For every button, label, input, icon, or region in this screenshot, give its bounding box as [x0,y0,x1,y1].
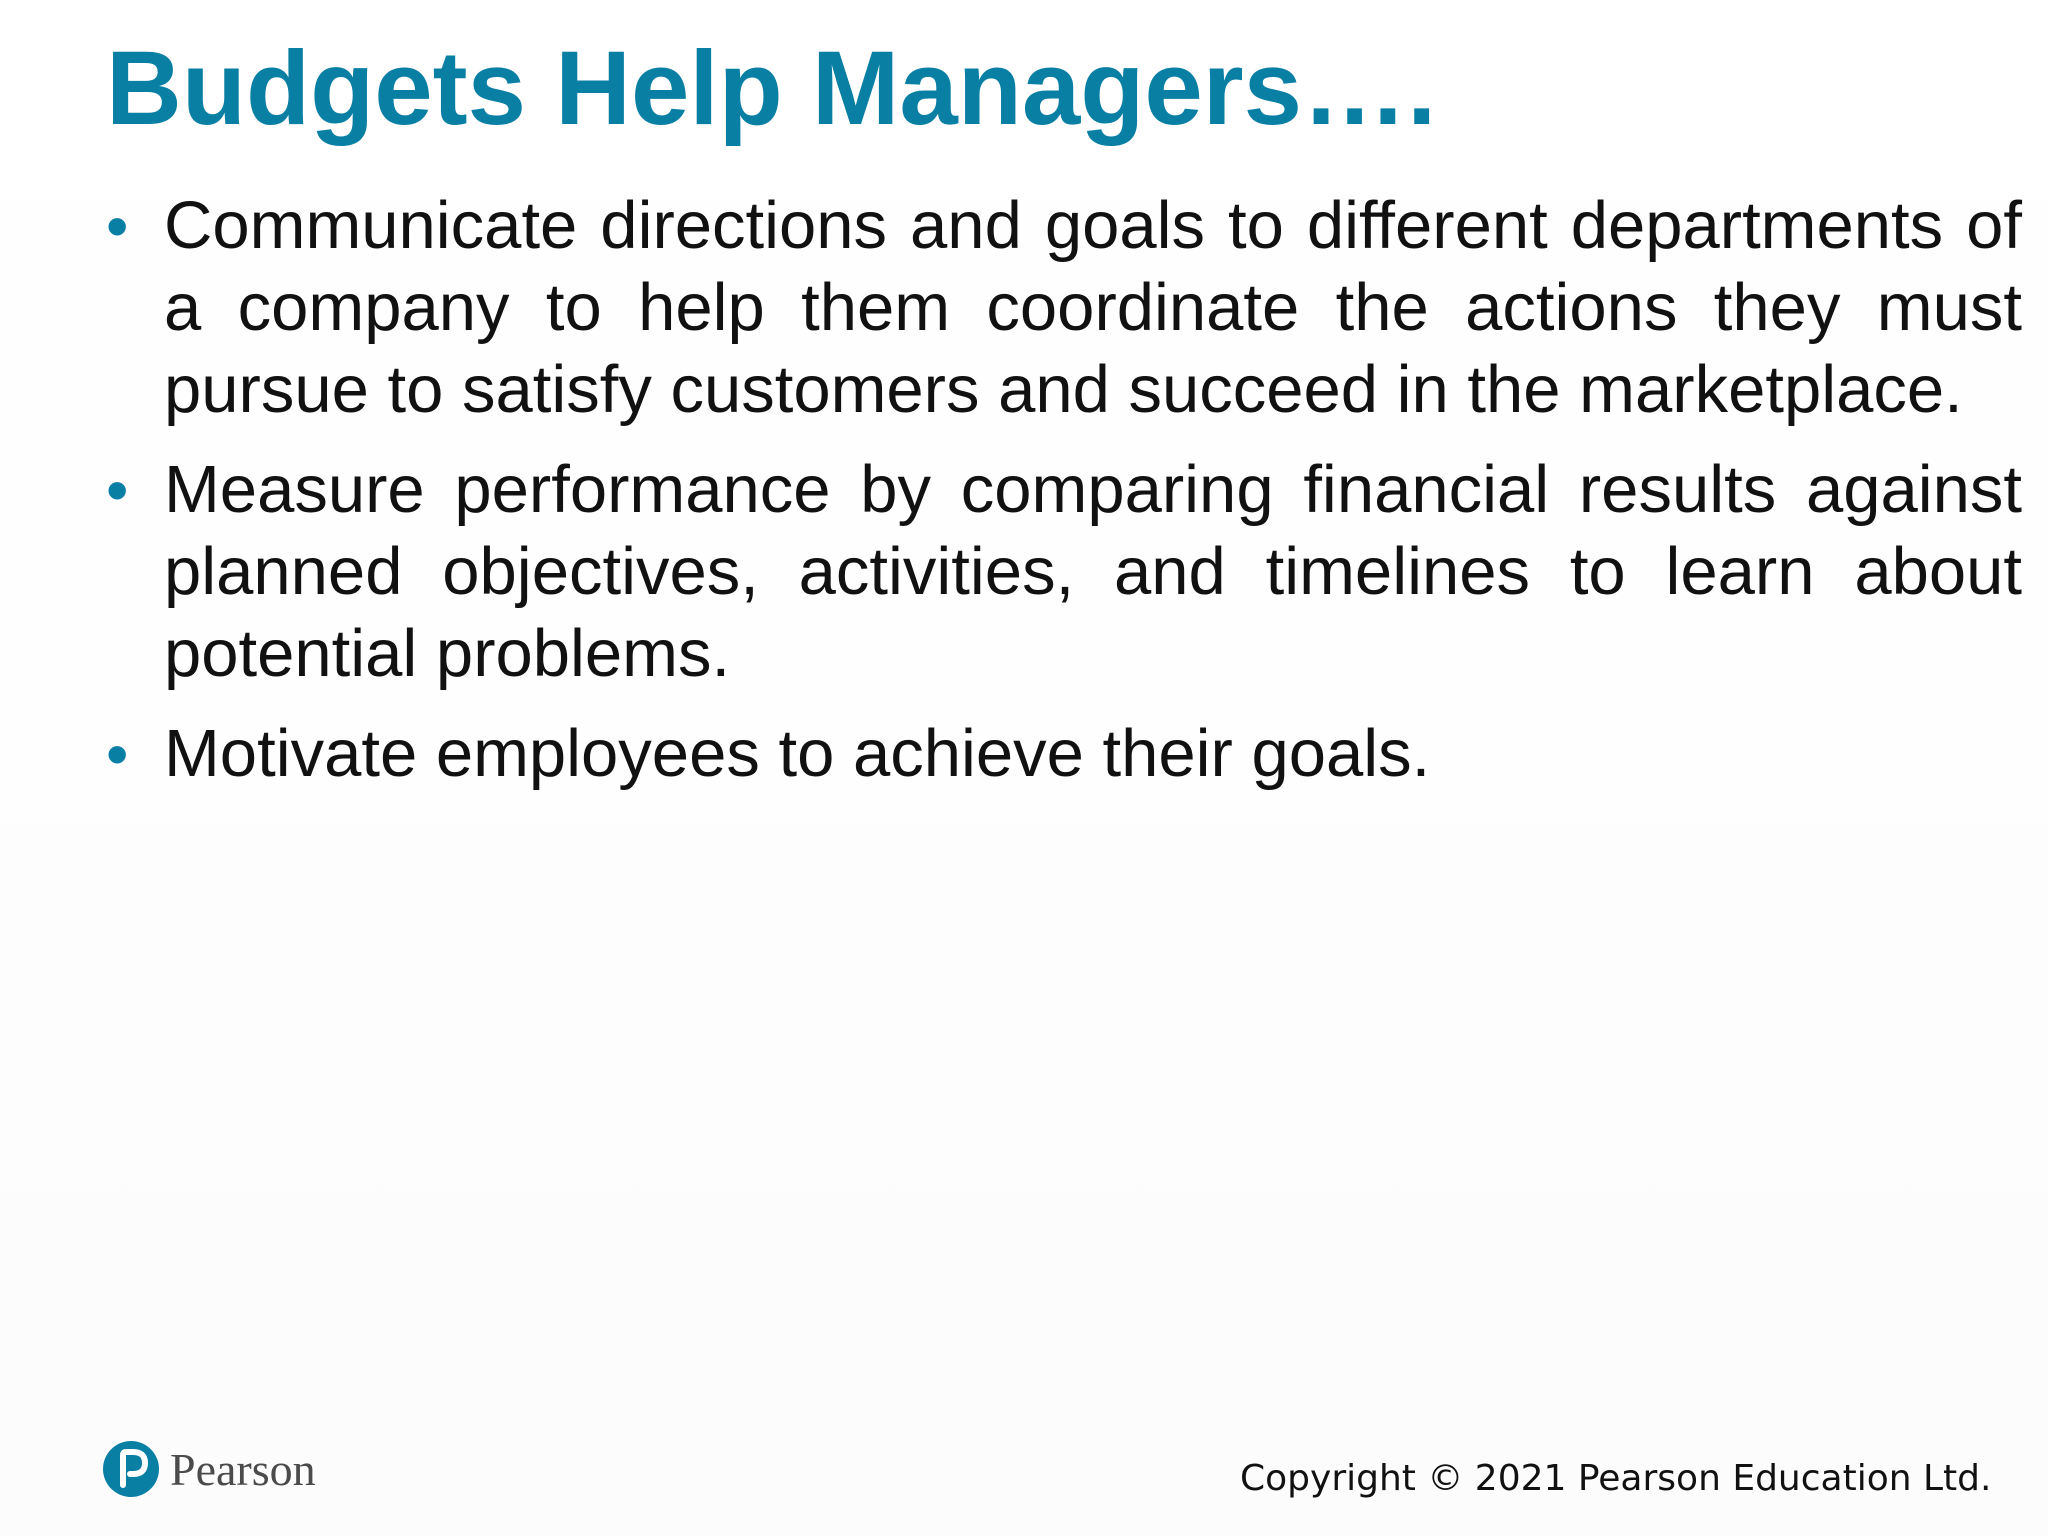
copyright-text: Copyright © 2021 Pearson Education Ltd. [1240,1458,1992,1499]
bullet-icon: • [106,190,129,262]
bullet-list [106,185,2022,813]
bullet-item [106,713,2022,795]
bullet-text: Motivate employees to achieve their goals. [164,716,1431,791]
bullet-item [106,185,2022,431]
slide-title: Budgets Help Managers…. [106,30,1437,147]
bullet-icon: • [106,454,129,526]
bullet-item [106,449,2022,695]
pearson-p-icon [102,1440,160,1498]
pearson-logo [102,1434,316,1504]
bullet-text: Measure performance by comparing financial results against planned objectives, activities, and timelines to learn about potential problems. [164,452,2022,691]
logo-text: Pearson [170,1443,316,1495]
bullet-text: Communicate directions and goals to different departments of a company to help them coordinate the actions they must pursue to satisfy customers and succeed in the marketplace. [164,188,2022,427]
bullet-icon: • [106,718,129,790]
